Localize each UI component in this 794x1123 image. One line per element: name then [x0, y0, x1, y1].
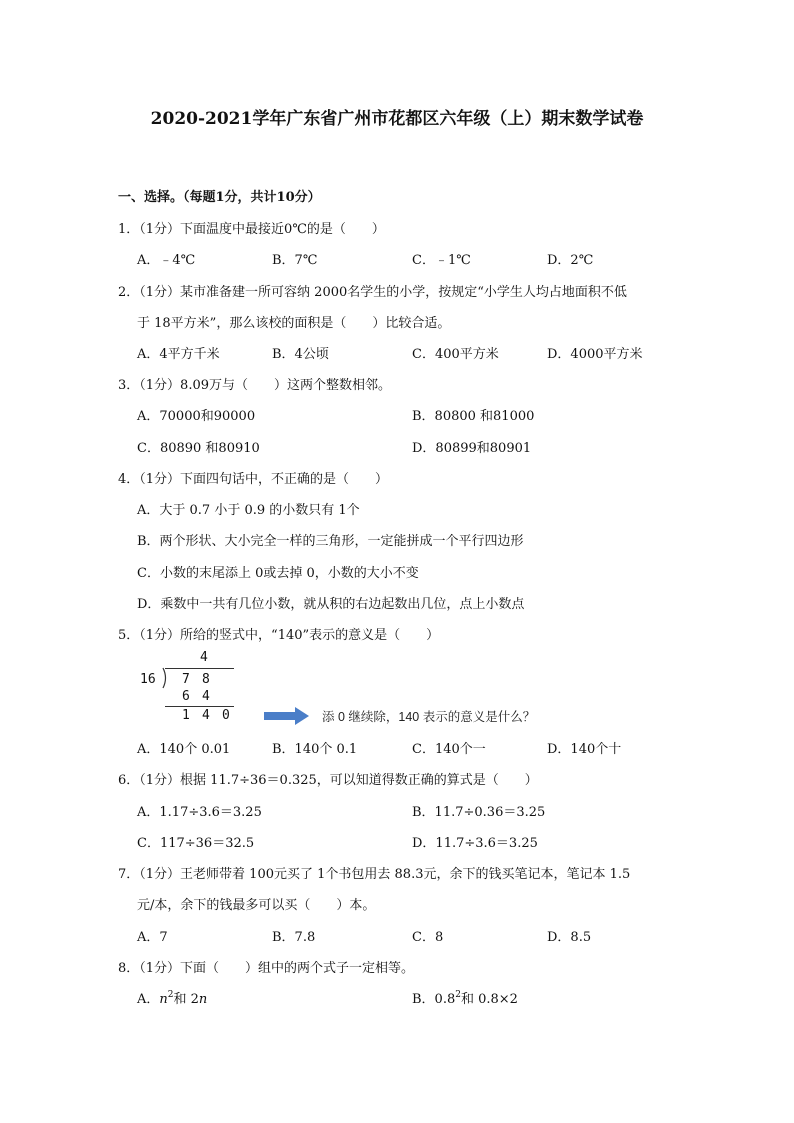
q3-option-c[interactable]: C．80890 和80910 — [137, 441, 260, 456]
q1-option-b[interactable]: B．7℃ — [272, 253, 318, 268]
q8-a-prefix: A． — [137, 992, 160, 1007]
q4-option-c[interactable]: C．小数的末尾添上 0或去掉 0，小数的大小不变 — [137, 566, 419, 581]
q6-option-a[interactable]: A．1.17÷3.6＝3.25 — [137, 805, 262, 820]
q7-option-b[interactable]: B．7.8 — [272, 930, 316, 945]
division-bracket — [161, 667, 169, 689]
q8-option-a[interactable] — [137, 988, 207, 1007]
q7-option-c[interactable]: C．8 — [412, 930, 444, 945]
division-bar — [165, 668, 234, 669]
q3-option-d[interactable]: D．80899和80901 — [412, 441, 532, 456]
section-heading: 一、选择。（每题1分，共计10分） — [118, 190, 321, 205]
q8-option-b[interactable] — [412, 988, 518, 1007]
q3-option-b[interactable]: B．80800 和81000 — [412, 409, 535, 424]
q8-a-variable-2: n — [198, 992, 208, 1007]
q2-option-d[interactable]: D．4000平方米 — [547, 347, 643, 362]
question-3-stem: 3．（1分）8.09万与（ ）这两个整数相邻。 — [118, 378, 391, 393]
q2-option-a[interactable]: A．4平方千米 — [137, 347, 220, 362]
q2-option-c[interactable]: C．400平方米 — [412, 347, 499, 362]
remainder-digit-3: 0 — [222, 708, 230, 723]
q8-b-suffix: 和 0.8×2 — [460, 992, 518, 1007]
q8-a-variable: n — [159, 992, 168, 1007]
q8-b-exponent: 2 — [455, 990, 461, 1000]
question-5-stem: 5．（1分）所给的竖式中，“140”表示的意义是（ ） — [118, 628, 440, 643]
question-2-stem-line1: 2．（1分）某市准备建一所可容纳 2000名学生的小学，按规定“小学生人均占地面积不低 — [118, 285, 627, 300]
q1-option-c[interactable]: C．﹣1℃ — [412, 253, 471, 268]
q5-option-d[interactable]: D．140个十 — [547, 742, 622, 757]
remainder-digit-2: 4 — [202, 708, 210, 723]
q7-option-a[interactable]: A．7 — [137, 930, 168, 945]
product-digit-2: 4 — [202, 689, 210, 704]
q1-option-d[interactable]: D．2℃ — [547, 253, 594, 268]
q4-option-a[interactable]: A．大于 0.7 小于 0.9 的小数只有 1个 — [137, 503, 360, 518]
remainder-digit-1: 1 — [182, 708, 190, 723]
question-7-stem-line1: 7．（1分）王老师带着 100元买了 1个书包用去 88.3元，余下的钱买笔记本，笔记本 1.5 — [118, 867, 631, 882]
q3-option-a[interactable]: A．70000和90000 — [137, 409, 256, 424]
q8-a-middle: 和 2 — [173, 992, 199, 1007]
q6-option-c[interactable]: C．117÷36＝32.5 — [137, 836, 255, 851]
product-digit-1: 6 — [182, 689, 190, 704]
q8-b-prefix: B．0.8 — [412, 992, 456, 1007]
q5-option-b[interactable]: B．140个 0.1 — [272, 742, 358, 757]
question-6-stem: 6．（1分）根据 11.7÷36＝0.325，可以知道得数正确的算式是（ ） — [118, 773, 538, 788]
question-8-stem: 8．（1分）下面（ ）组中的两个式子一定相等。 — [118, 961, 415, 976]
q8-a-exponent: 2 — [167, 990, 174, 1000]
page-title: 2020-2021学年广东省广州市花都区六年级（上）期末数学试卷 — [150, 109, 644, 129]
right-arrow-icon — [264, 707, 310, 725]
question-1-stem: 1．（1分）下面温度中最接近0℃的是（ ） — [118, 222, 385, 237]
dividend-digit-2: 8 — [202, 672, 210, 687]
division-quotient: 4 — [200, 650, 208, 665]
q7-option-d[interactable]: D．8.5 — [547, 930, 592, 945]
dividend-digit-1: 7 — [182, 672, 190, 687]
subtraction-line — [165, 706, 234, 707]
question-2-stem-line2: 于 18平方米”，那么该校的面积是（ ）比较合适。 — [137, 316, 451, 331]
q5-option-a[interactable]: A．140个 0.01 — [137, 742, 231, 757]
q6-option-d[interactable]: D．11.7÷3.6＝3.25 — [412, 836, 538, 851]
q2-option-b[interactable]: B．4公顷 — [272, 347, 329, 362]
q4-option-b[interactable]: B．两个形状、大小完全一样的三角形，一定能拼成一个平行四边形 — [137, 534, 524, 549]
division-divisor: 16 — [140, 672, 156, 687]
q5-option-c[interactable]: C．140个一 — [412, 742, 486, 757]
long-division-figure — [136, 650, 596, 725]
q4-option-d[interactable]: D．乘数中一共有几位小数，就从积的右边起数出几位，点上小数点 — [137, 597, 525, 612]
figure-note: 添 0 继续除，140 表示的意义是什么？ — [322, 710, 536, 724]
q6-option-b[interactable]: B．11.7÷0.36＝3.25 — [412, 805, 546, 820]
question-4-stem: 4．（1分）下面四句话中，不正确的是（ ） — [118, 472, 389, 487]
q1-option-a[interactable]: A．﹣4℃ — [137, 253, 196, 268]
question-7-stem-line2: 元/本，余下的钱最多可以买（ ）本。 — [137, 898, 376, 913]
